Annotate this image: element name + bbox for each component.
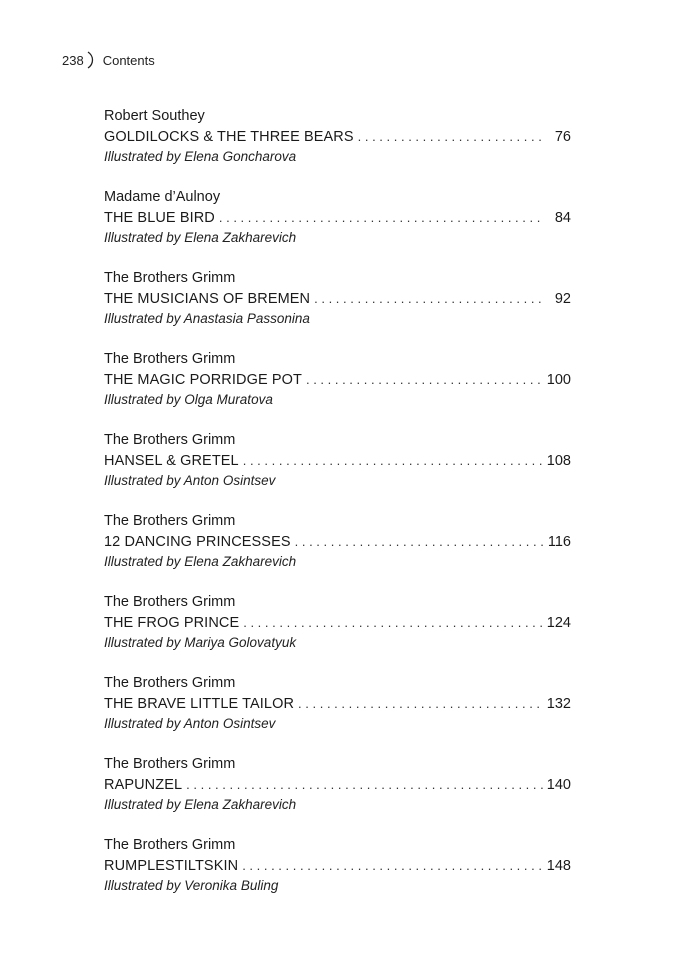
page-number: 238 [62,52,84,68]
entry-title-line[interactable] [104,855,571,876]
entry-title: GOLDILOCKS & THE THREE BEARS [104,129,354,145]
entry-illustrator: Illustrated by Elena Zakharevich [104,230,297,245]
entry-author: The Brothers Grimm [104,837,236,853]
toc-entry [104,349,571,430]
entry-illustrator: Illustrated by Anton Osintsev [104,716,276,731]
entry-illustrator: Illustrated by Veronika Buling [104,878,279,893]
running-header [62,50,155,70]
entry-illustrator: Illustrated by Anton Osintsev [104,473,276,488]
entry-title-line[interactable] [104,612,571,633]
entry-title-line[interactable] [104,774,571,795]
entry-title-line[interactable] [104,126,571,147]
dot-leader [295,531,544,552]
entry-title-line[interactable] [104,693,571,714]
entry-title: THE MUSICIANS OF BREMEN [104,291,311,307]
entry-title: RAPUNZEL [104,777,183,793]
entry-title: THE BRAVE LITTLE TAILOR [104,696,295,712]
toc-entry [104,106,571,187]
entry-title-line[interactable] [104,369,571,390]
toc-entry [104,268,571,349]
entry-illustrator: Illustrated by Elena Zakharevich [104,797,297,812]
dot-leader [243,450,543,471]
toc-entry [104,430,571,511]
entry-title: RUMPLESTILTSKIN [104,858,239,874]
entry-page-number: 116 [547,534,571,550]
dot-leader [186,774,543,795]
entry-title-line[interactable] [104,288,571,309]
toc-entry [104,673,571,754]
entry-author: The Brothers Grimm [104,351,236,367]
entry-author: Madame d’Aulnoy [104,189,221,205]
table-of-contents [104,106,571,916]
entry-author: The Brothers Grimm [104,756,236,772]
bracket-ornament-icon [86,51,95,69]
dot-leader [298,693,543,714]
dot-leader [358,126,545,147]
dot-leader [306,369,543,390]
entry-author: Robert Southey [104,108,205,124]
entry-page-number: 148 [546,858,571,874]
entry-author: The Brothers Grimm [104,270,236,286]
entry-page-number: 76 [554,129,571,145]
entry-page-number: 92 [554,291,571,307]
entry-illustrator: Illustrated by Mariya Golovatyuk [104,635,297,650]
toc-entry [104,187,571,268]
entry-illustrator: Illustrated by Elena Goncharova [104,149,297,164]
entry-title-line[interactable] [104,450,571,471]
entry-illustrator: Illustrated by Elena Zakharevich [104,554,297,569]
entry-illustrator: Illustrated by Olga Muratova [104,392,273,407]
entry-title: THE FROG PRINCE [104,615,240,631]
entry-page-number: 140 [546,777,571,793]
toc-entry [104,592,571,673]
entry-title: THE MAGIC PORRIDGE POT [104,372,302,388]
dot-leader [242,855,543,876]
entry-page-number: 84 [554,210,571,226]
entry-title: 12 DANCING PRINCESSES [104,534,291,550]
dot-leader [219,207,545,228]
section-title: Contents [102,52,155,68]
entry-title: HANSEL & GRETEL [104,453,239,469]
entry-author: The Brothers Grimm [104,513,236,529]
entry-title-line[interactable] [104,207,571,228]
entry-page-number: 132 [546,696,571,712]
toc-entry [104,754,571,835]
dot-leader [314,288,545,309]
entry-title: THE BLUE BIRD [104,210,215,226]
entry-page-number: 108 [546,453,571,469]
entry-author: The Brothers Grimm [104,432,236,448]
dot-leader [243,612,543,633]
entry-author: The Brothers Grimm [104,675,236,691]
entry-author: The Brothers Grimm [104,594,236,610]
entry-title-line[interactable] [104,531,571,552]
entry-page-number: 100 [546,372,571,388]
toc-entry [104,835,571,916]
toc-entry [104,511,571,592]
entry-illustrator: Illustrated by Anastasia Passonina [104,311,310,326]
entry-page-number: 124 [546,615,571,631]
